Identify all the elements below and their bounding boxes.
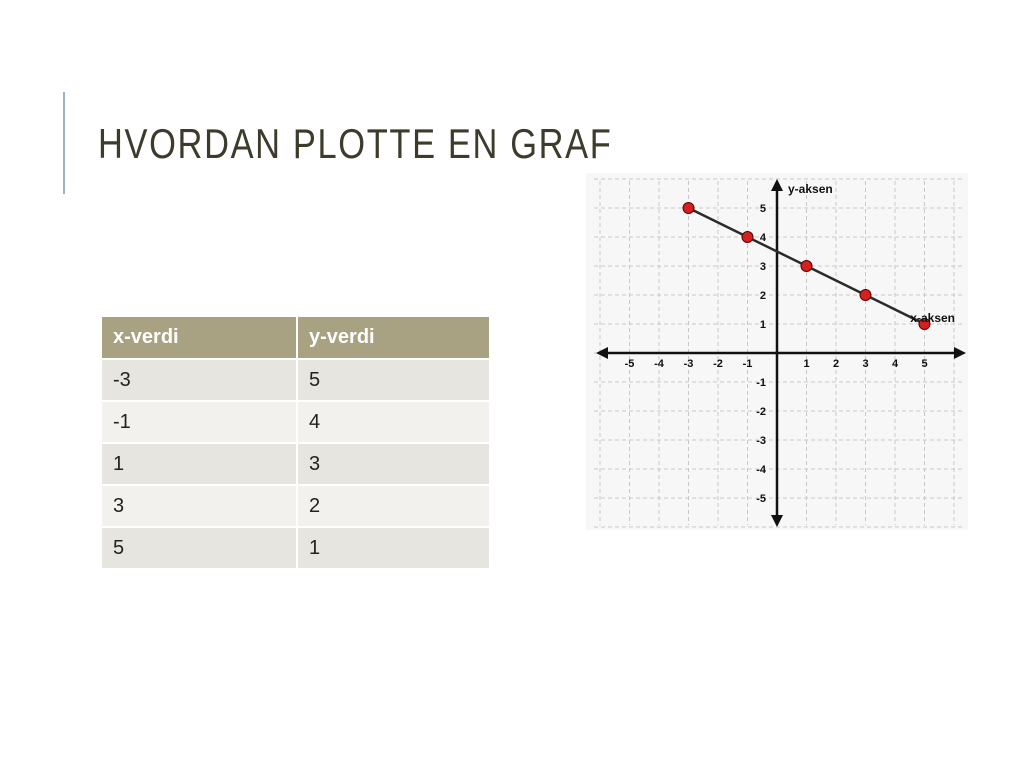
cell-y: 4	[298, 402, 491, 444]
table-header-row	[102, 317, 491, 360]
data-point	[860, 290, 871, 301]
cell-y: 3	[298, 444, 491, 486]
y-tick-label: 5	[759, 203, 766, 215]
header-x: x-verdi	[102, 317, 298, 360]
cell-x: 5	[102, 528, 298, 570]
table-row	[102, 528, 491, 570]
xy-value-table	[102, 317, 491, 570]
table-row	[102, 402, 491, 444]
slide-title: HVORDAN PLOTTE EN GRAF	[98, 120, 613, 167]
cell-x: 1	[102, 444, 298, 486]
cell-y: 2	[298, 486, 491, 528]
y-tick-label: 4	[759, 232, 766, 244]
title-accent-bar	[63, 92, 65, 194]
table-row	[102, 486, 491, 528]
x-axis-label: x-aksen	[910, 311, 955, 325]
y-tick-label: 2	[759, 290, 766, 302]
cell-x: 3	[102, 486, 298, 528]
y-tick-label: -2	[756, 406, 766, 418]
y-tick-label: 1	[759, 319, 766, 331]
y-tick-label: -5	[756, 493, 766, 505]
data-point	[801, 261, 812, 272]
x-tick-label: -3	[683, 358, 694, 370]
x-tick-label: -4	[654, 358, 664, 370]
x-tick-label: 3	[862, 358, 869, 370]
cell-y: 5	[298, 360, 491, 402]
cell-y: 1	[298, 528, 491, 570]
x-tick-label: 1	[803, 358, 810, 370]
y-axis-label: y-aksen	[788, 182, 833, 196]
cell-x: -1	[102, 402, 298, 444]
x-tick-label: 5	[921, 358, 928, 370]
table-row	[102, 444, 491, 486]
data-point	[683, 203, 694, 214]
data-point	[742, 232, 753, 243]
y-tick-label: -4	[756, 464, 766, 476]
cell-x: -3	[102, 360, 298, 402]
x-tick-label: -5	[624, 358, 635, 370]
y-tick-label: -3	[756, 435, 766, 447]
x-tick-label: 2	[832, 358, 840, 370]
x-tick-label: -1	[742, 358, 753, 370]
y-tick-label: -1	[756, 377, 766, 389]
table-row	[102, 360, 491, 402]
header-y: y-verdi	[298, 317, 491, 360]
coordinate-graph	[586, 173, 968, 530]
x-tick-label: -2	[713, 358, 723, 370]
x-tick-label: 4	[891, 358, 899, 370]
y-tick-label: 3	[759, 261, 766, 273]
